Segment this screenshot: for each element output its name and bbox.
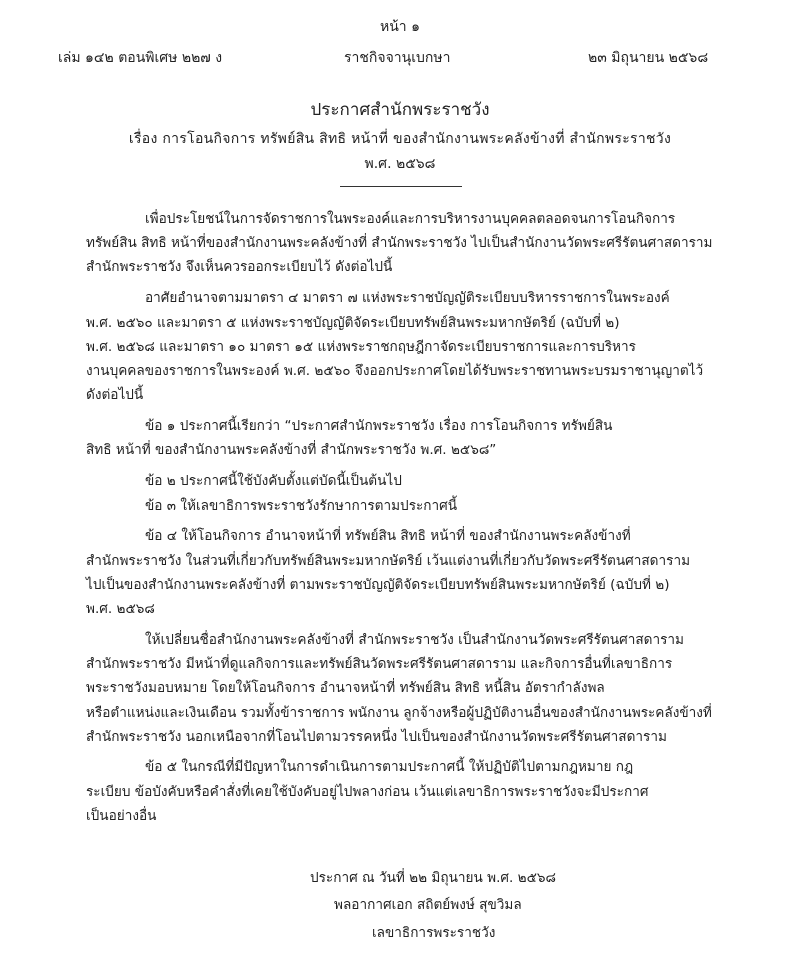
gazette-name: ราชกิจจานุเบกษา [344,50,451,66]
clause-2: ข้อ ๒ ประกาศนี้ใช้บังคับตั้งแต่บัดนี้เป็นต้นไป [145,473,402,489]
signatory-name: พลอากาศเอก สถิตย์พงษ์ สุขวิมล [334,897,522,913]
body-line: สำนักพระราชวัง จึงเห็นควรออกระเบียบไว้ ดังต่อไปนี้ [86,259,393,275]
clause-4-para2-cont: หรือตำแหน่งและเงินเดือน รวมทั้งข้าราชการ พนักงาน ลูกจ้างหรือผู้ปฏิบัติงานอื่นของสำนักงานพระคลังข้างที่ [86,705,712,721]
clause-4-cont: สำนักพระราชวัง ในส่วนที่เกี่ยวกับทรัพย์สินพระมหากษัตริย์ เว้นแต่งานที่เกี่ยวกับวัดพระศรีรัตนศาสดาราม [86,553,691,569]
clause-4-para2: ให้เปลี่ยนชื่อสำนักงานพระคลังข้างที่ สำนักพระราชวัง เป็นสำนักงานวัดพระศรีรัตนศาสดาราม [145,632,684,648]
given-date: ประกาศ ณ วันที่ ๒๒ มิถุนายน พ.ศ. ๒๕๖๘ [310,870,557,886]
clause-4: ข้อ ๔ ให้โอนกิจการ อำนาจหน้าที่ ทรัพย์สิน สิทธิ หน้าที่ ของสำนักงานพระคลังข้างที่ [145,528,631,544]
clause-4-para2-cont: พระราชวังมอบหมาย โดยให้โอนกิจการ อำนาจหน้าที่ ทรัพย์สิน สิทธิ หนี้สิน อัตรากำลังพล [86,680,605,696]
body-line: งานบุคคลของราชการในพระองค์ พ.ศ. ๒๕๖๐ จึงออกประกาศโดยได้รับพระราชทานพระบรมราชานุญาตไว้ [86,363,704,379]
body-line: เพื่อประโยชน์ในการจัดราชการในพระองค์และการบริหารงานบุคคลตลอดจนการโอนกิจการ [145,211,676,227]
body-line: ดังต่อไปนี้ [86,387,144,403]
clause-3: ข้อ ๓ ให้เลขาธิการพระราชวังรักษาการตามประกาศนี้ [145,498,458,514]
announcement-title: ประกาศสำนักพระราชวัง [310,100,490,120]
body-line: พ.ศ. ๒๕๖๘ และมาตรา ๑๐ มาตรา ๑๕ แห่งพระราชกฤษฎีกาจัดระเบียบราชการและการบริหาร [86,339,636,355]
clause-5-cont: ระเบียบ ข้อบังคับหรือคำสั่งที่เคยใช้บังคับอยู่ไปพลางก่อน เว้นแต่เลขาธิการพระราชวังจะมีประกาศ [86,784,649,800]
signatory-position: เลขาธิการพระราชวัง [372,925,496,941]
body-line: ทรัพย์สิน สิทธิ หน้าที่ของสำนักงานพระคลังข้างที่ สำนักพระราชวัง ไปเป็นสำนักงานวัดพระศรีรัตนศาสดาราม [86,235,713,251]
clause-4-para2-cont: สำนักพระราชวัง นอกเหนือจากที่โอนไปตามวรรคหนึ่ง ไปเป็นของสำนักงานวัดพระศรีรัตนศาสดาราม [86,729,667,745]
clause-5: ข้อ ๕ ในกรณีที่มีปัญหาในการดำเนินการตามประกาศนี้ ให้ปฏิบัติไปตามกฎหมาย กฎ [145,759,634,775]
clause-4-para2-cont: สำนักพระราชวัง มีหน้าที่ดูแลกิจการและทรัพย์สินวัดพระศรีรัตนศาสดาราม และกิจการอื่นที่เลขาธิการ [86,656,673,672]
announcement-subject: เรื่อง การโอนกิจการ ทรัพย์สิน สิทธิ หน้าที่ ของสำนักงานพระคลังข้างที่ สำนักพระราชวัง [128,131,672,147]
clause-1-cont: สิทธิ หน้าที่ ของสำนักงานพระคลังข้างที่ สำนักพระราชวัง พ.ศ. ๒๕๖๘” [86,442,497,458]
clause-4-cont: ไปเป็นของสำนักงานพระคลังข้างที่ ตามพระราชบัญญัติจัดระเบียบทรัพย์สินพระมหากษัตริย์ (ฉบับที่ ๒) [86,577,670,593]
announcement-year: พ.ศ. ๒๕๖๘ [364,156,436,172]
clause-1: ข้อ ๑ ประกาศนี้เรียกว่า “ประกาศสำนักพระราชวัง เรื่อง การโอนกิจการ ทรัพย์สิน [145,418,613,434]
clause-5-cont: เป็นอย่างอื่น [86,808,157,824]
body-line: อาศัยอำนาจตามมาตรา ๔ มาตรา ๗ แห่งพระราชบัญญัติระเบียบบริหารราชการในพระองค์ [145,290,670,306]
body-line: พ.ศ. ๒๕๖๐ และมาตรา ๕ แห่งพระราชบัญญัติจัดระเบียบทรัพย์สินพระมหากษัตริย์ (ฉบับที่ ๒) [86,315,620,331]
page-number: หน้า ๑ [380,19,420,35]
clause-4-cont: พ.ศ. ๒๕๖๘ [86,601,155,617]
title-divider [340,186,462,187]
volume-info: เล่ม ๑๔๒ ตอนพิเศษ ๒๒๗ ง [58,50,223,66]
publication-date: ๒๓ มิถุนายน ๒๕๖๘ [588,50,709,66]
